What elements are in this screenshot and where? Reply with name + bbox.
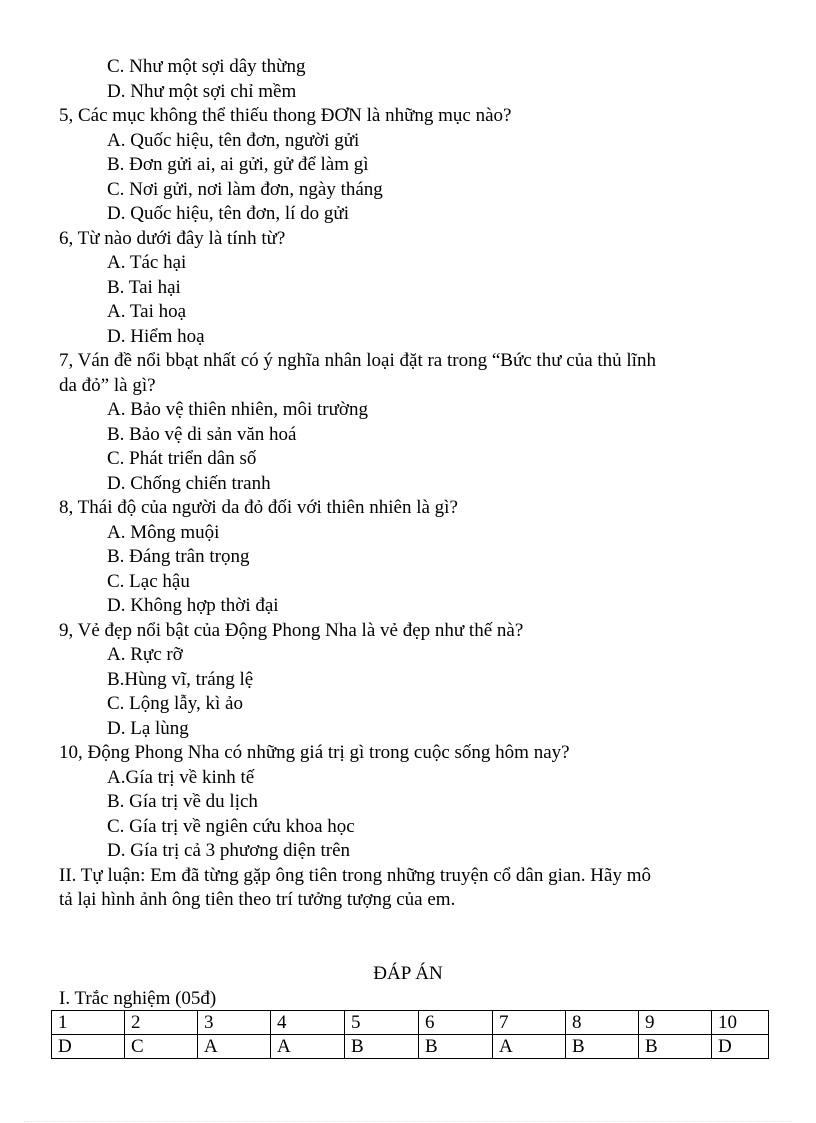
- answer-option: D. Hiểm hoạ: [107, 325, 205, 347]
- answer-option: A. Tác hại: [107, 252, 187, 273]
- answer-option: C. Nơi gửi, nơi làm đơn, ngày tháng: [107, 178, 383, 200]
- answer-cell: C: [125, 1035, 198, 1059]
- question-number-cell: 8: [566, 1011, 639, 1035]
- answer-option: A. Mông muội: [107, 521, 220, 543]
- question-text: 5, Các mục không thể thiếu thong ĐƠN là những mục nào?: [59, 105, 512, 126]
- answer-key-table: [51, 1010, 769, 1059]
- answer-cell: B: [639, 1035, 712, 1059]
- answer-cell: A: [493, 1035, 566, 1059]
- answer-cell: B: [566, 1035, 639, 1059]
- question-number-cell: 1: [52, 1011, 125, 1035]
- question-text: tả lại hình ảnh ông tiên theo trí tưởng tượng của em.: [59, 889, 456, 910]
- question-number-cell: 9: [639, 1011, 712, 1035]
- question-number-cell: 5: [345, 1011, 419, 1035]
- question-number-cell: 2: [125, 1011, 198, 1035]
- answer-option: C. Lộng lẫy, kì ảo: [107, 693, 243, 714]
- question-text: 9, Vẻ đẹp nổi bật của Động Phong Nha là vẻ đẹp như thế nà?: [59, 619, 524, 641]
- answer-table-header-row: [52, 1011, 769, 1035]
- answer-option: B. Đơn gửi ai, ai gửi, gử để làm gì: [107, 154, 369, 175]
- question-number-cell: 6: [419, 1011, 493, 1035]
- answer-option: D. Chống chiến tranh: [107, 472, 271, 494]
- answer-option: A. Bảo vệ thiên nhiên, môi trường: [107, 399, 368, 420]
- answer-cell: A: [271, 1035, 345, 1059]
- question-text: 7, Ván đề nổi bbạt nhất có ý nghĩa nhân loại đặt ra trong “Bức thư của thủ lĩnh: [59, 350, 656, 371]
- question-number-cell: 3: [198, 1011, 271, 1035]
- answer-table-answer-row: [52, 1035, 769, 1059]
- question-text: II. Tự luận: Em đã từng gặp ông tiên trong những truyện cổ dân gian. Hãy mô: [59, 864, 651, 886]
- page-bottom-divider: [24, 1121, 792, 1122]
- section-multiple-choice-label: I. Trắc nghiệm (05đ): [59, 988, 217, 1009]
- answer-option: B.Hùng vĩ, tráng lệ: [107, 668, 254, 690]
- question-number-cell: 10: [712, 1011, 769, 1035]
- answer-option: D. Gía trị cả 3 phương diện trên: [107, 840, 351, 861]
- question-text: 8, Thái độ của người da đỏ đối với thiên nhiên là gì?: [59, 497, 458, 518]
- answer-option: C. Lạc hậu: [107, 570, 190, 592]
- answer-option: B. Đáng trân trọng: [107, 546, 250, 567]
- answer-key-title: ĐÁP ÁN: [373, 963, 443, 984]
- answer-option: A. Rực rỡ: [107, 644, 183, 665]
- answer-cell: A: [198, 1035, 271, 1059]
- answer-option: A.Gía trị về kinh tế: [107, 766, 255, 788]
- answer-cell: D: [712, 1035, 769, 1059]
- question-text: 6, Từ nào dưới đây là tính từ?: [59, 227, 286, 249]
- question-text: da đỏ” là gì?: [59, 374, 156, 396]
- answer-cell: B: [419, 1035, 493, 1059]
- answer-option: A. Quốc hiệu, tên đơn, người gửi: [107, 129, 360, 151]
- answer-option: D. Quốc hiệu, tên đơn, lí do gửi: [107, 203, 349, 224]
- answer-option: C. Gía trị về ngiên cứu khoa học: [107, 815, 355, 837]
- answer-option: B. Bảo vệ di sản văn hoá: [107, 423, 297, 445]
- answer-option: A. Tai hoạ: [107, 301, 187, 322]
- answer-option: B. Gía trị về du lịch: [107, 791, 258, 812]
- answer-option: C. Như một sợi dây thừng: [107, 56, 306, 77]
- answer-cell: D: [52, 1035, 125, 1059]
- answer-option: D. Không hợp thời đại: [107, 595, 279, 616]
- question-number-cell: 4: [271, 1011, 345, 1035]
- answer-option: D. Như một sợi chỉ mềm: [107, 80, 297, 102]
- answer-option: B. Tai hại: [107, 276, 181, 298]
- question-number-cell: 7: [493, 1011, 566, 1035]
- answer-cell: B: [345, 1035, 419, 1059]
- question-text: 10, Động Phong Nha có những giá trị gì trong cuộc sống hôm nay?: [59, 742, 570, 763]
- answer-option: C. Phát triển dân số: [107, 448, 257, 469]
- answer-option: D. Lạ lùng: [107, 717, 189, 739]
